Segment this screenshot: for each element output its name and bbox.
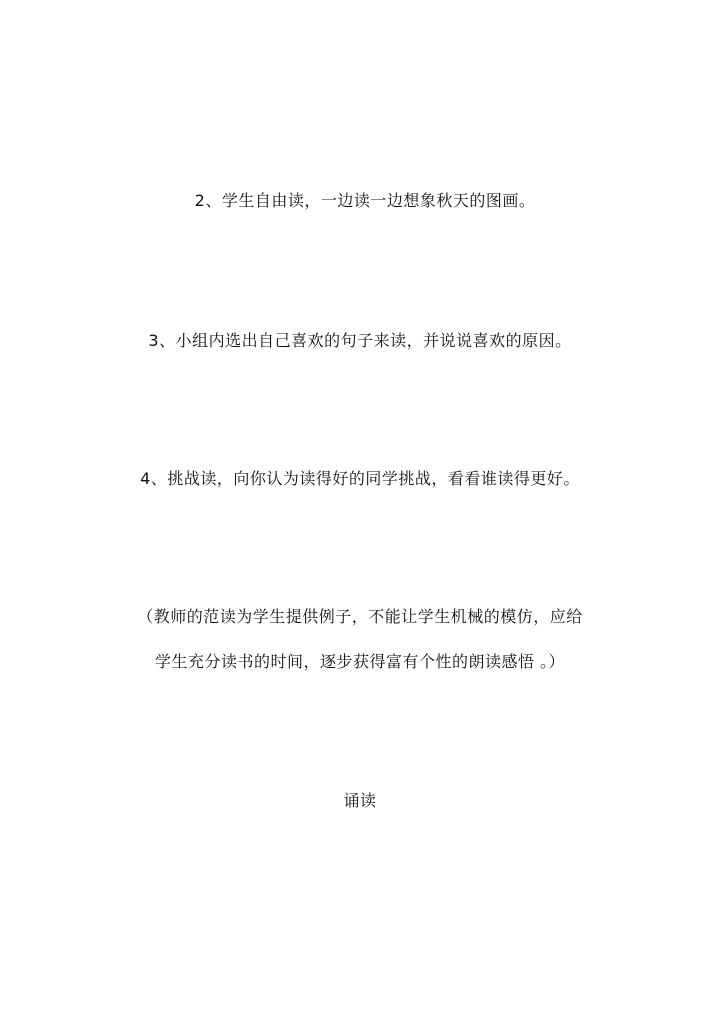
teacher-note-line-2: 学生充分读书的时间，逐步获得富有个性的朗读感悟 。） [154,652,566,671]
step-2-free-reading: 2、学生自由读，一边读一边想象秋天的图画。 [194,191,536,210]
step-4-challenge-reading: 4、挑战读，向你认为读得好的同学挑战，看看谁读得更好。 [140,469,580,488]
section-heading-recitation: 诵读 [343,791,377,810]
step-3-group-reading: 3、小组内选出自己喜欢的句子来读，并说说喜欢的原因。 [148,331,572,350]
teacher-note-line-1: （教师的范读为学生提供例子，不能让学生机械的模仿，应给 [137,607,583,626]
